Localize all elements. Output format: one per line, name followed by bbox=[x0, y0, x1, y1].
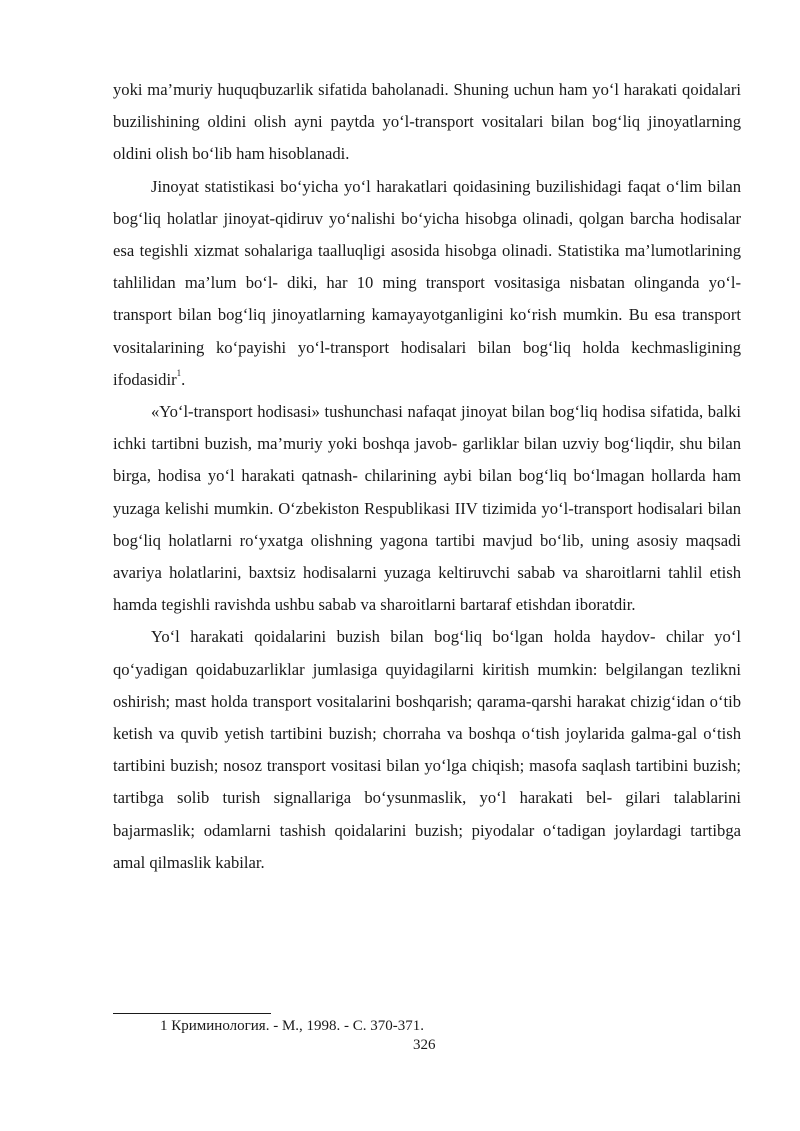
body-text bbox=[113, 74, 741, 879]
paragraph-4: Yo‘l harakati qoidalarini buzish bilan bog‘liq bo‘lgan holda haydov- chilar yo‘l qo‘yadigan qoidabuzarliklar jumlasiga quyidagilarni kiritish mumkin: belgilangan tezlikni oshirish; mast holda transport vositalarini boshqarish; qarama-qarshi harakat chizig‘idan o‘tib ketish va quvib yetish tartibini buzish; chorraha va boshqa o‘tish joylarida galma-gal o‘tish tartibini buzish; nosoz transport vositasi bilan yo‘lga chiqish; masofa saqlash tartibini buzish; tartibga solib turish signallariga bo‘ysunmaslik, yo‘l harakati bel- gilari talablarini bajarmaslik; odamlarni tashish qoidalarini buzish; piyodalar o‘tadigan joylardagi tartibga amal qilmaslik kabilar. bbox=[113, 627, 741, 872]
paragraph-2 bbox=[113, 171, 741, 396]
footnote: 1 Криминология. - М., 1998. - С. 370-371. bbox=[160, 1018, 425, 1034]
paragraph-1: yoki ma’muriy huquqbuzarlik sifatida baholanadi. Shuning uchun ham yo‘l harakati qoidalari buzilishining oldini olish ayni paytda yo‘l-transport vositalari bilan bog‘liq jinoyatlarning oldini olish bo‘lib ham hisoblanadi. bbox=[113, 80, 741, 164]
paragraph-2-text: Jinoyat statistikasi bo‘yicha yo‘l harakatlari qoidasining buzilishidagi faqat o‘lim bilan bog‘liq holatlar jinoyat-qidiruv yo‘nalishi bo‘yicha hisobga olinadi, qolgan barcha hodisalar esa tegishli xizmat sohalariga taalluqligi asosida hisobga olinadi. Statistika ma’lumotlarining tahlilidan ma’lum bo‘l- diki, har 10 ming transport vositasiga nisbatan olinganda yo‘l-transport bilan bog‘liq jinoyatlarning kamayayotganligini ko‘rish mumkin. Bu esa transport vositalarining ko‘payishi yo‘l-transport hodisalari bilan bog‘liq holda kechmasligining ifodasidir bbox=[113, 176, 741, 389]
footnote-separator bbox=[113, 1013, 271, 1014]
paragraph-2-end: . bbox=[181, 369, 186, 389]
page-number: 326 bbox=[413, 1037, 436, 1053]
footnote-reference: 1 bbox=[176, 368, 182, 379]
paragraph-3: «Yo‘l-transport hodisasi» tushunchasi nafaqat jinoyat bilan bog‘liq hodisa sifatida, balki ichki tartibni buzish, ma’muriy yoki boshqa javob- garliklar bilan uzviy bog‘liqdir, shu bilan birga, hodisa yo‘l harakati qatnash- chilarining aybi bilan bog‘liq bo‘lmagan hollarda ham yuzaga kelishi mumkin. O‘zbekiston Respublikasi IIV tizimida yo‘l-transport hodisalari bilan bog‘liq holatlarni ro‘yxatga olishning yagona tartibi mavjud bo‘lib, uning asosiy maqsadi avariya holatlarini, baxtsiz hodisalarni yuzaga keltiruvchi sabab va sharoitlarni tahlil etish hamda tegishli ravishda ushbu sabab va sharoitlarni bartaraf etishdan iboratdir. bbox=[113, 402, 741, 615]
